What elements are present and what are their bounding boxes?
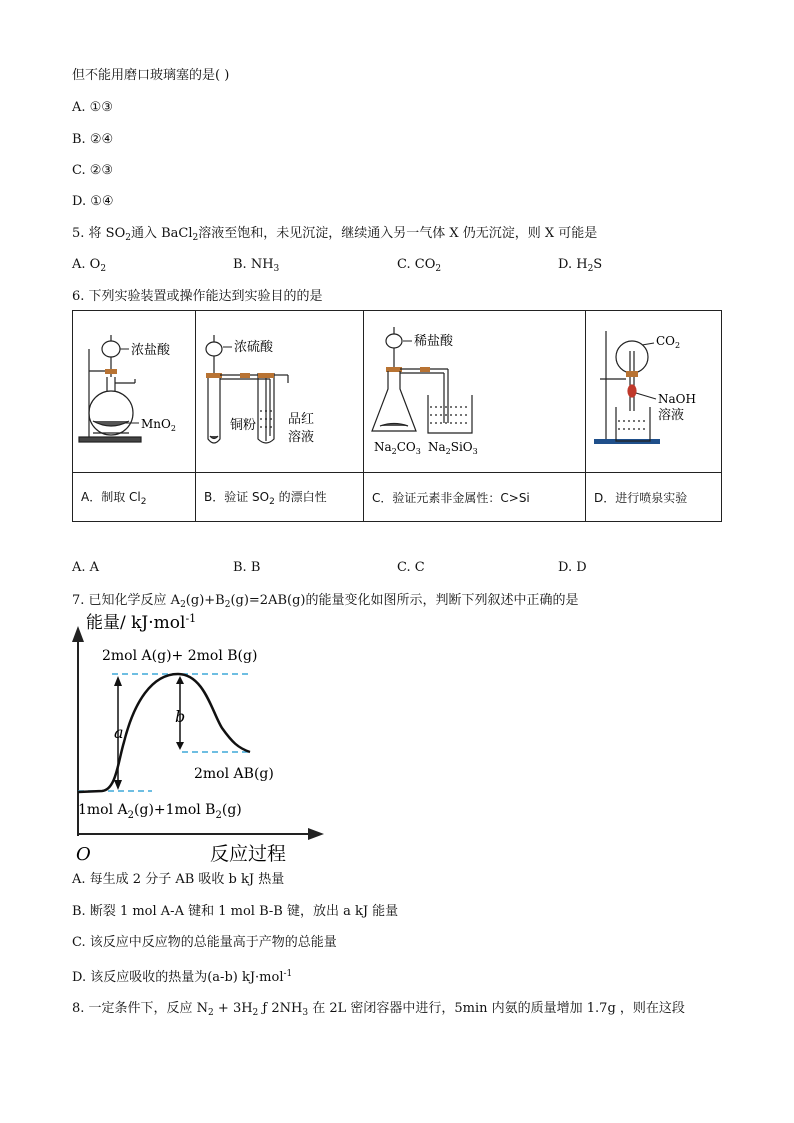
origin-label: O	[76, 844, 91, 865]
label-a: a	[114, 723, 124, 742]
label-naoh: NaOH	[658, 392, 696, 406]
q4-option-c: C. ②③	[72, 163, 114, 178]
label-copper-powder: 铜粉	[230, 418, 257, 433]
label-na2sio3: $Na_2SiO_3$	[428, 440, 478, 456]
q7-option-a: A. 每生成 2 分子 AB 吸收 b kJ 热量	[72, 872, 285, 887]
q4-option-d: D. ①④	[72, 194, 114, 209]
caption-c: C．验证元素非金属性：C>Si	[364, 473, 586, 522]
apparatus-b-drawing	[196, 311, 363, 469]
q4-option-b: B. ②④	[72, 132, 114, 147]
q6-stem: 6. 下列实验装置或操作能达到实验目的的是	[72, 289, 323, 304]
q7-option-d: D. 该反应吸收的热量为(a-b) kJ·mol$^{-1}$	[72, 969, 293, 985]
x-axis-label: 反应过程	[210, 843, 287, 865]
apparatus-a-drawing	[73, 311, 195, 469]
caption-b: B．验证 $SO_2$ 的漂白性	[196, 473, 364, 522]
q5-option-a: A. $O_2$	[72, 257, 107, 274]
y-axis-label: 能量/ kJ·mol$^{-1}$	[86, 612, 197, 633]
label-solution-d: 溶液	[658, 408, 685, 423]
q7-option-c: C. 该反应中反应物的总能量高于产物的总能量	[72, 935, 337, 950]
q5-option-c: C. $CO_2$	[397, 257, 442, 274]
top-level-label: 2mol A(g)+ 2mol B(g)	[102, 648, 258, 664]
apparatus-cell-b	[196, 311, 364, 473]
caption-d: D．进行喷泉实验	[586, 473, 722, 522]
label-conc-h2so4: 浓硫酸	[234, 340, 274, 355]
apparatus-d-drawing	[586, 311, 721, 469]
q7-option-b: B. 断裂 1 mol A-A 键和 1 mol B-B 键，放出 a kJ 能量	[72, 904, 399, 919]
q4-tail: 但不能用磨口玻璃塞的是( )	[72, 68, 230, 83]
q5-option-b: B. $NH_3$	[233, 257, 280, 274]
apparatus-cell-d	[586, 311, 722, 473]
apparatus-cell-a	[73, 311, 196, 473]
label-solution-b: 溶液	[288, 430, 315, 445]
label-na2co3: $Na_2CO_3$	[374, 440, 421, 456]
q4-option-a: A. ①③	[72, 100, 113, 115]
apparatus-table	[72, 310, 722, 522]
label-magenta: 品红	[288, 412, 315, 427]
x-axis-arrow	[308, 828, 324, 840]
q5-stem: 5. 将 $SO_2$通入 BaCl$_2$溶液至饱和，未见沉淀，继续通入另一气体 X 仍无沉淀，则 X 可能是	[72, 226, 598, 243]
q8-stem: 8. 一定条件下，反应 $N_2 + 3H_2$ ƒ $2NH_3$ 在 2L 密闭容器中进行，5min 内氨的质量增加 1.7g ，则在这段	[72, 1001, 685, 1018]
bottom-level-label: 1mol $A_2(g)+1mol$ $B_2(g)$	[78, 802, 242, 821]
q6-option-b: B. B	[233, 560, 261, 575]
y-axis-arrow	[72, 626, 84, 642]
label-b: b	[175, 707, 186, 726]
q5-option-d: D. $H_2S$	[558, 257, 603, 274]
label-dilute-hcl: 稀盐酸	[414, 334, 454, 349]
apparatus-c-drawing	[364, 311, 585, 469]
q6-option-c: C. C	[397, 560, 425, 575]
mid-level-label: 2mol AB(g)	[194, 766, 274, 782]
q6-option-d: D. D	[558, 560, 587, 575]
label-conc-hcl: 浓盐酸	[131, 343, 171, 358]
energy-diagram	[72, 612, 332, 868]
label-mno2: MnO$_2$	[141, 417, 176, 433]
q7-stem: 7. 已知化学反应 $A_2(g)+B_2(g)=2AB(g)$的能量变化如图所示，判断下列叙述中正确的是	[72, 593, 579, 610]
q6-option-a: A. A	[72, 560, 100, 575]
label-co2: $CO_2$	[656, 334, 681, 350]
apparatus-cell-c	[364, 311, 586, 473]
caption-a: A．制取 $Cl_2$	[73, 473, 196, 522]
